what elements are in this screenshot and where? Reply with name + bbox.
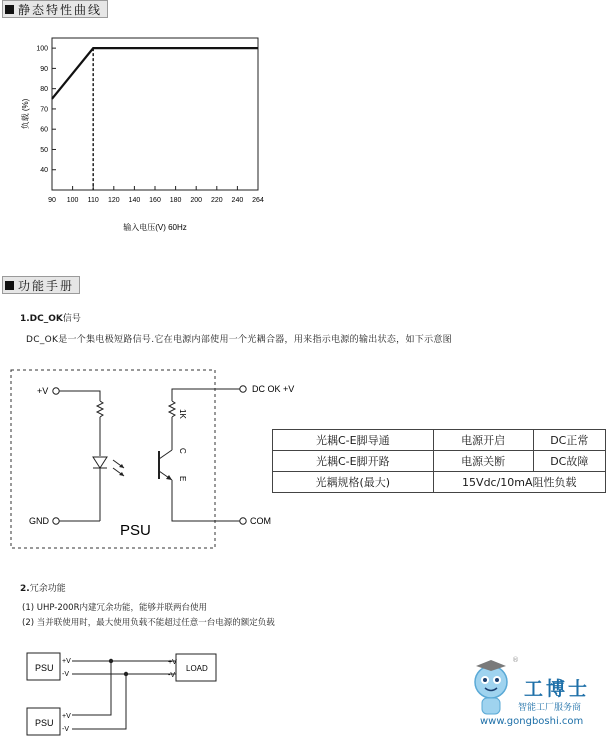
terminal-circle-icon [53,388,59,394]
junction-dot-icon [109,659,113,663]
emitter-arrow-icon [166,475,172,480]
table-cell: 电源开启 [433,430,533,451]
item2-line1 [22,601,207,613]
item2-line1-text: 内建冗余功能，能够并联两台使用 [79,603,208,613]
table-cell: DC正常 [533,430,605,451]
transistor-collector [159,450,172,459]
terminal-circle-icon [240,518,246,524]
brand-url: www.gongboshi.com [480,716,584,727]
item2-line1-model: (1) UHP-200R [22,603,80,613]
mascot-robot-icon [468,656,518,721]
psu1-minus-v-label: -V [62,671,69,678]
item2-line2-number: (2) [22,618,35,628]
y-tick-label: 40 [40,167,48,175]
junction-dot-icon [124,672,128,676]
pin-plus-v-label: +V [37,386,49,396]
x-tick-label: 110 [87,197,99,204]
terminal-circle-icon [240,386,246,392]
psu1-plus-v-label: +V [62,658,71,665]
x-tick-label: 180 [169,197,182,204]
redundancy-circuit-diagram [0,640,240,741]
wire-plus-parallel [72,661,111,715]
load-curve-line [52,48,258,99]
item2-heading-bold: 2. [20,584,30,594]
brand-name: 工博士 [524,678,591,700]
section-header-function-manual [2,276,80,294]
pin-gnd-label: GND [29,516,49,526]
table-row [273,472,606,493]
emitter-label: E [178,476,187,482]
x-tick-label: 240 [231,197,244,204]
wire [172,480,240,521]
x-tick-label: 220 [210,197,223,204]
y-tick-label: 100 [36,45,48,53]
resistor-1k-label: 1K [178,409,187,419]
y-tick-label: 60 [40,126,48,134]
psu2-plus-v-label: +V [62,713,71,720]
psu1-label: PSU [35,663,54,673]
x-tick-label: 100 [66,197,79,204]
brand-subtitle: 智能工厂服务商 [518,703,582,713]
item1-heading-bold: 1.DC_OK [20,314,63,324]
registered-mark: ® [512,656,519,664]
table-row [273,430,606,451]
psu2-label: PSU [35,718,54,728]
item1-heading-rest: 信号 [62,314,81,324]
item1-description: DC_OK是一个集电极短路信号.它在电源内部使用一个光耦合器，用来指示电源的输出状态，如下示意图 [26,335,452,345]
item2-heading [20,581,66,594]
table-cell: 光耦C-E脚导通 [273,430,434,451]
wire [172,389,240,401]
item2-heading-rest: 冗余功能 [29,584,66,594]
section-title: 静态特性曲线 [18,2,103,17]
table-cell: DC故障 [533,451,605,472]
table-row [273,451,606,472]
dc-ok-spec-table [272,429,606,493]
terminal-circle-icon [53,518,59,524]
item2-line2-text: 当并联使用时，最大使用负载不能超过任意一台电源的额定负载 [34,618,275,628]
wire-minus-parallel [72,674,126,729]
square-bullet-icon [5,281,14,290]
x-axis-label: 输入电压(V) 60Hz [123,223,187,232]
led-diode-icon [93,457,107,468]
table-cell: 光耦规格(最大) [273,472,434,493]
psu2-minus-v-label: -V [62,726,69,733]
y-tick-label: 90 [40,65,48,73]
item2-line2 [22,616,275,628]
x-tick-label: 264 [252,197,264,204]
y-tick-label: 80 [40,86,48,94]
x-tick-label: 90 [48,197,56,204]
table-cell: 电源关断 [433,451,533,472]
x-tick-label: 120 [107,197,120,204]
section-header-static-curve [2,0,108,18]
pin-dc-ok-label: DC OK +V [252,384,295,394]
resistor-icon [97,401,103,417]
y-tick-label: 50 [40,146,48,154]
table-cell: 光耦C-E脚开路 [273,451,434,472]
x-tick-label: 140 [128,197,141,204]
x-tick-label: 200 [190,197,203,204]
item1-heading [20,311,81,324]
resistor-icon [169,401,175,417]
static-characteristic-chart [0,20,300,245]
load-label: LOAD [186,664,208,673]
x-tick-label: 160 [149,197,161,204]
chart-svg [0,20,300,245]
pin-com-label: COM [250,516,271,526]
square-bullet-icon [5,5,14,14]
wire [59,391,100,401]
section-title: 功能手册 [18,278,75,293]
y-axis-label: 负载 (%) [21,98,30,130]
load-minus-v-label: -V [168,672,175,679]
collector-label: C [178,448,187,454]
dc-ok-circuit-diagram [0,360,295,556]
psu-label: PSU [120,522,151,539]
table-cell: 15Vdc/10mA阻性负载 [433,472,605,493]
y-tick-label: 70 [40,106,48,114]
load-plus-v-label: +V [168,659,177,666]
